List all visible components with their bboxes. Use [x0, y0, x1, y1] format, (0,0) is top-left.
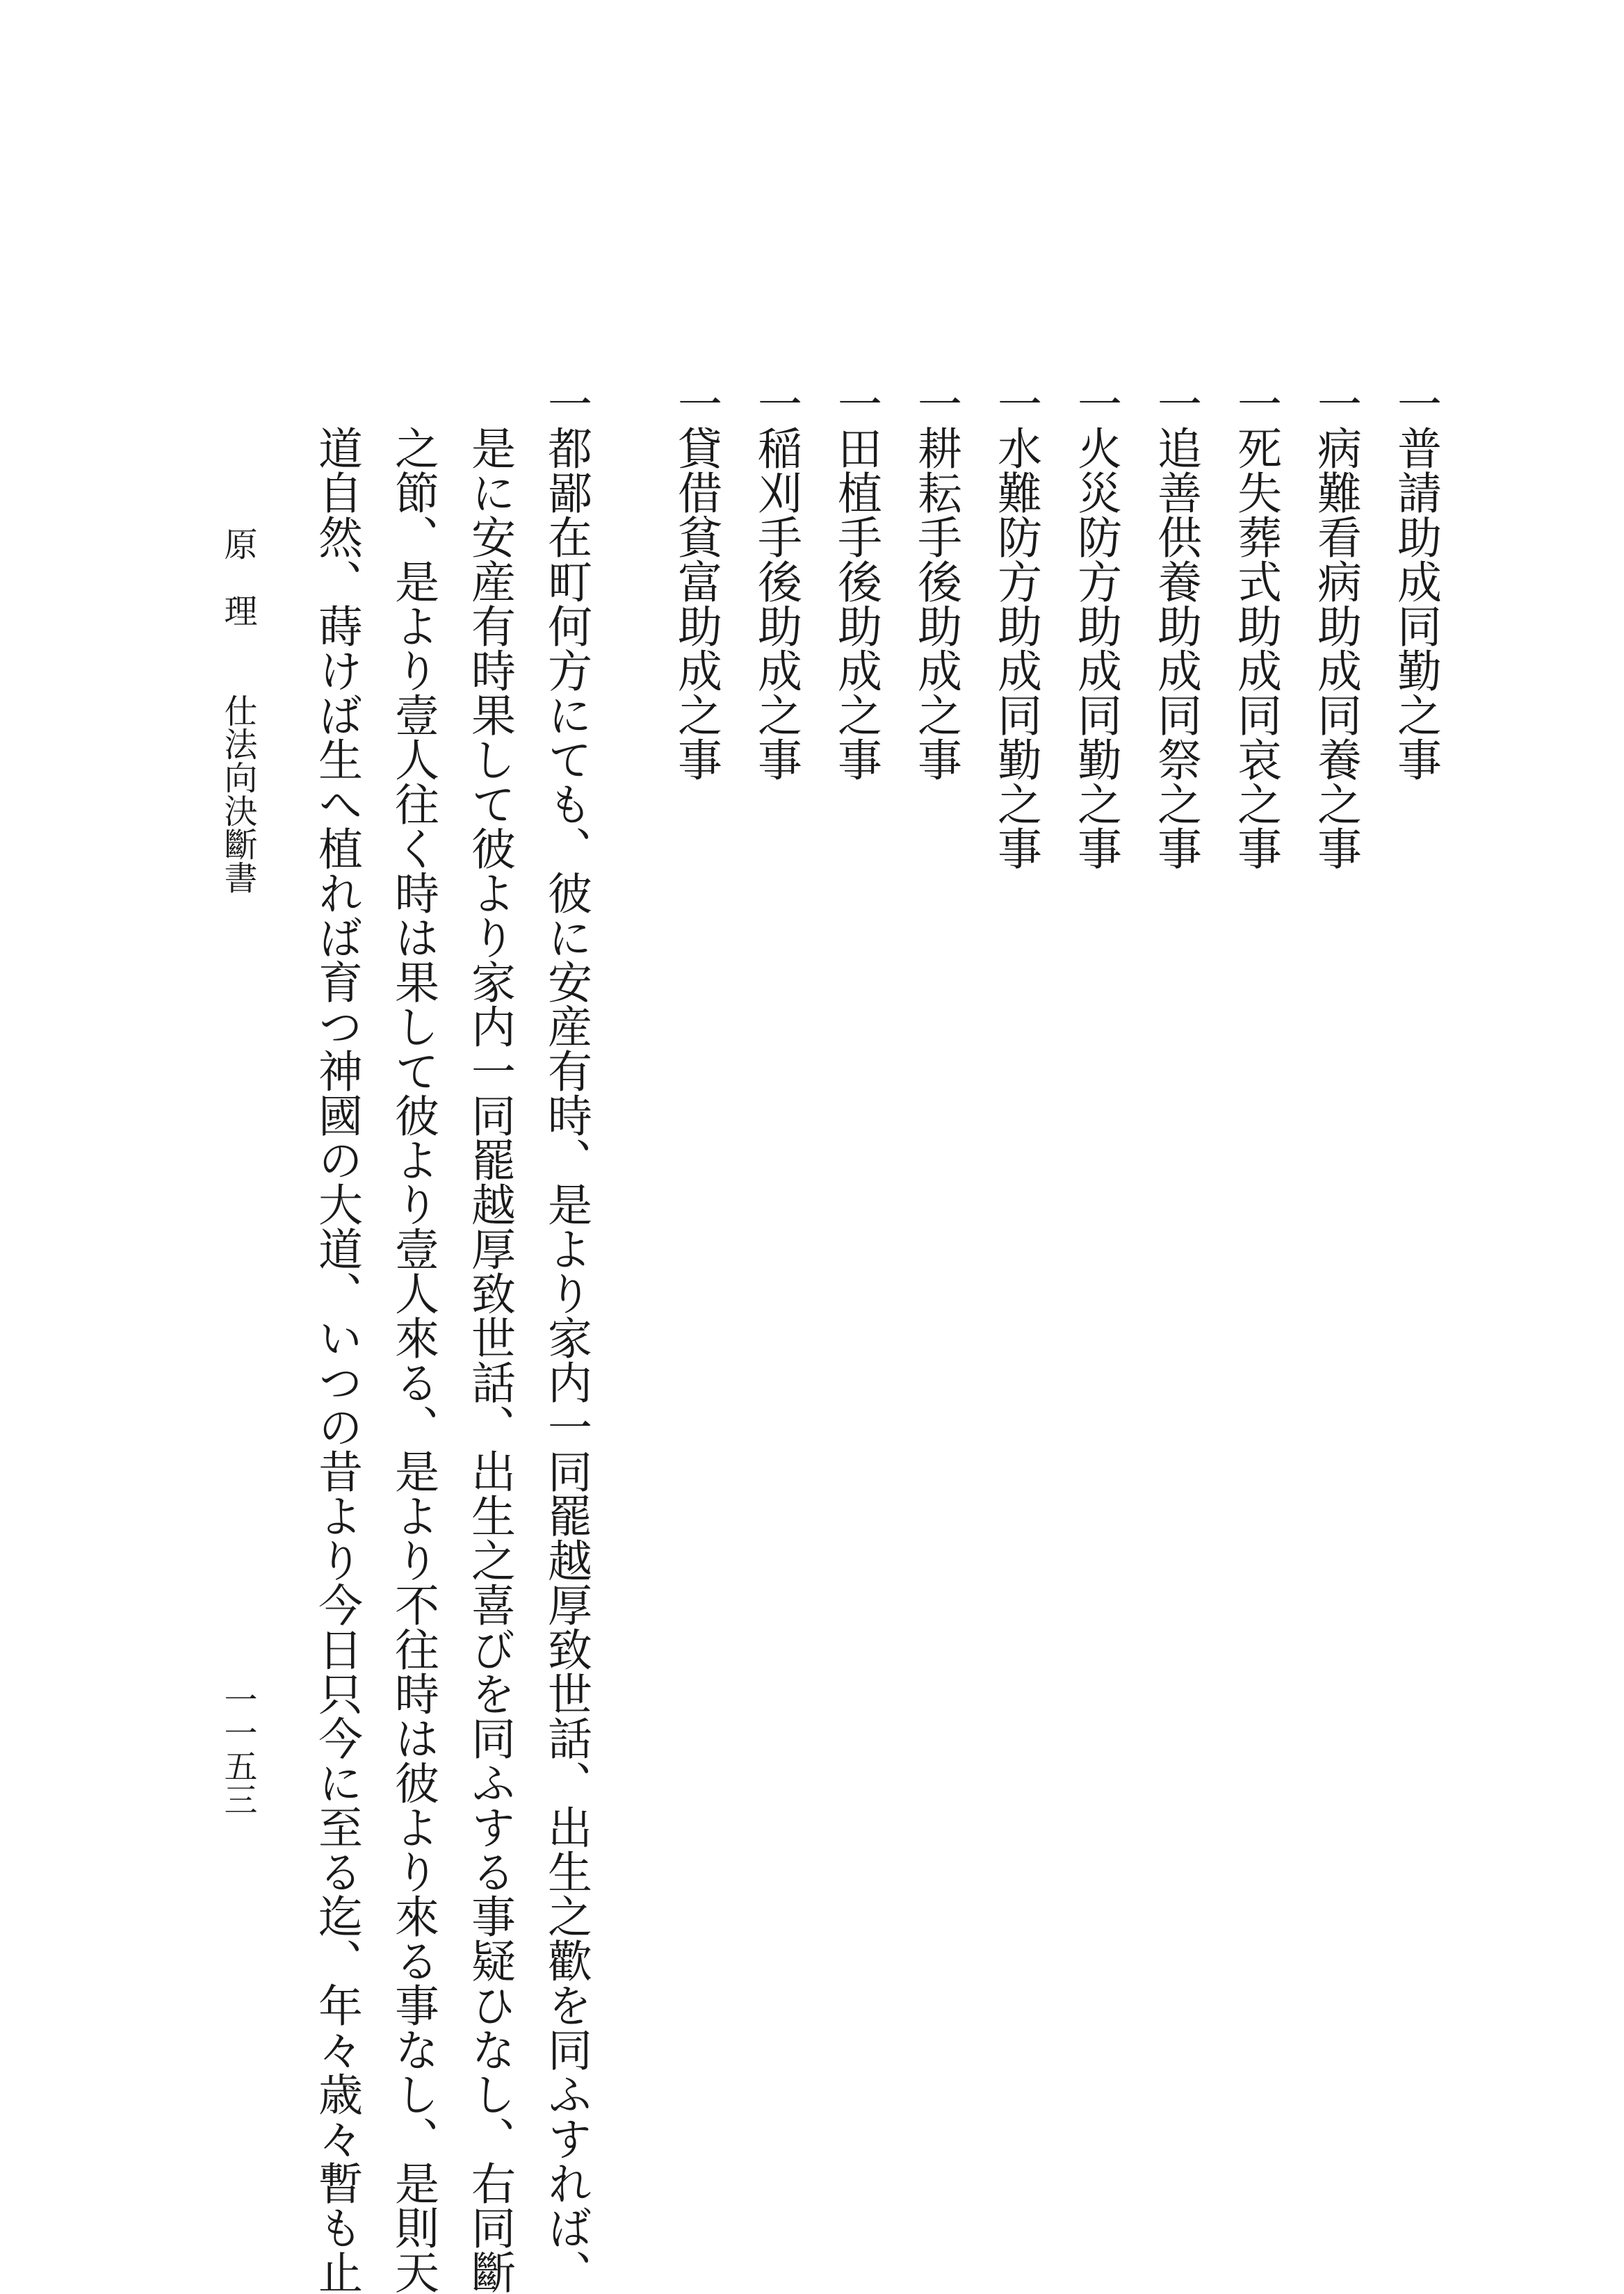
- entry-9: 一稲刈手後助成之事: [750, 381, 802, 781]
- entry-3: 一死失葬式助成同哀之事: [1230, 381, 1281, 870]
- running-head: 原 理 仕法向決斷書: [218, 527, 257, 894]
- entry-1: 一普請助成同勤之事: [1390, 381, 1441, 781]
- paragraph-line-1: 一都鄙在町何方にても、彼に安産有時、是より家内一同罷越厚致世話、出生之歡を同ふすれば、: [540, 381, 592, 2294]
- paragraph-line-3: 之節、是より壹人往く時は果して彼より壹人來る、是より不往時は彼より來る事なし、是則天: [387, 425, 439, 2294]
- paragraph-line-2: 是に安産有時果して彼より家内一同罷越厚致世話、出生之喜びを同ふする事疑ひなし、右同斷: [464, 425, 515, 2294]
- entry-7: 一耕耘手後助成之事: [910, 381, 961, 781]
- entry-4: 一追善供養助成同祭之事: [1150, 381, 1201, 870]
- entry-2: 一病難看病助成同養之事: [1310, 381, 1361, 870]
- entry-8: 一田植手後助成之事: [830, 381, 882, 781]
- entry-6: 一水難防方助成同勤之事: [990, 381, 1041, 870]
- paragraph-line-4: 道自然、蒔けば生へ植れば育つ神國の大道、いつの昔より今日只今に至る迄、年々歳々暫も止: [311, 425, 362, 2294]
- entry-10: 一貸借貧富助成之事: [670, 381, 722, 781]
- entry-5: 一火災防方助成同勤之事: [1070, 381, 1121, 870]
- page-number: 一一五三: [218, 1682, 257, 1816]
